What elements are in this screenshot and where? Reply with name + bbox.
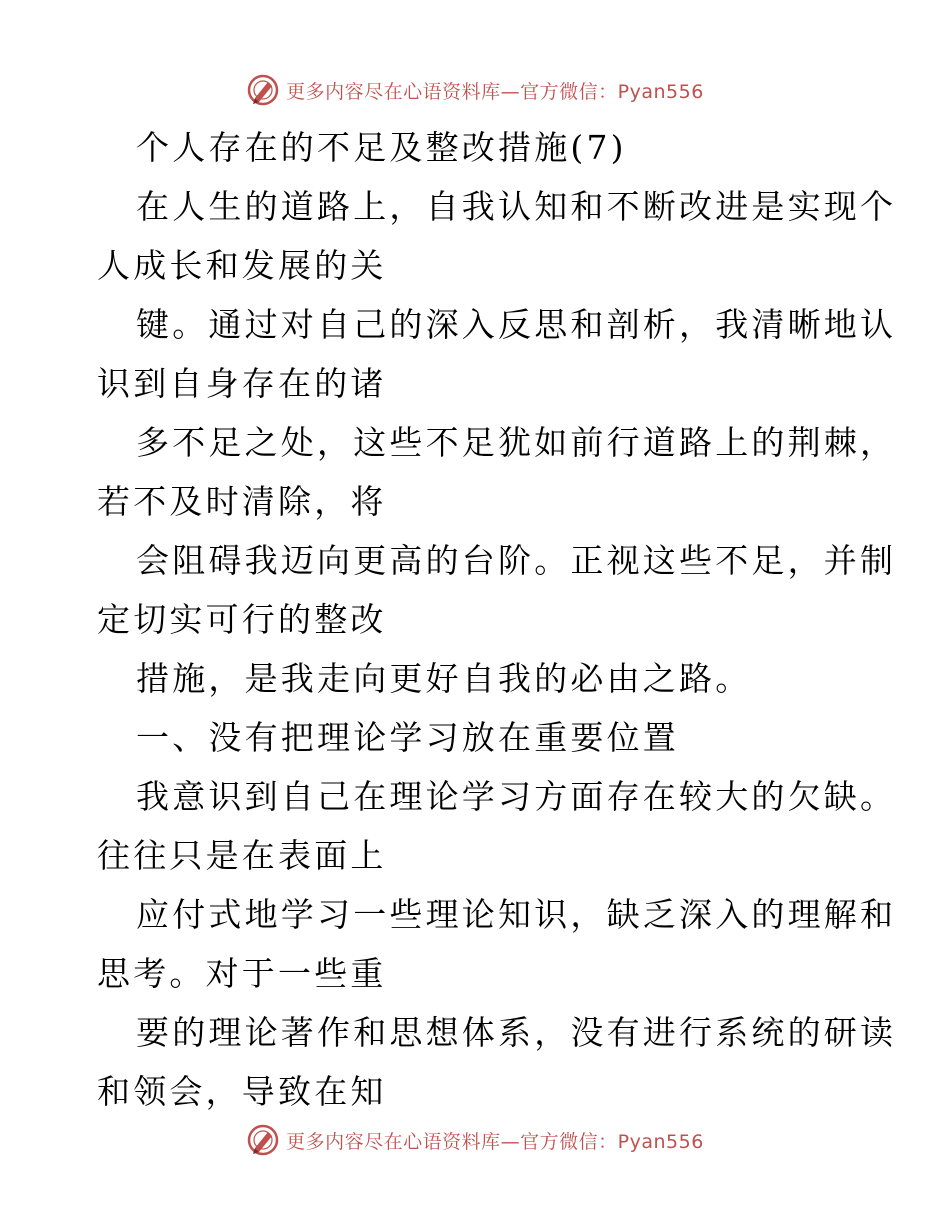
paragraph-line: 键。通过对自己的深入反思和剖析，我清晰地认 — [136, 305, 897, 344]
document-title: 个人存在的不足及整改措施(7) — [136, 128, 627, 167]
footer-watermark-text: 更多内容尽在心语资料库—官方微信：Pyan556 — [286, 1130, 704, 1153]
paragraph-line: 往往只是在表面上 — [97, 836, 387, 875]
header-watermark-banner — [0, 70, 950, 110]
paragraph-line: 思考。对于一些重 — [97, 954, 387, 993]
header-watermark-text: 更多内容尽在心语资料库—官方微信：Pyan556 — [286, 80, 704, 103]
paragraph-line: 措施，是我走向更好自我的必由之路。 — [136, 659, 752, 698]
pen-circle-logo-icon — [246, 1123, 280, 1157]
paragraph-line: 我意识到自己在理论学习方面存在较大的欠缺。 — [136, 777, 897, 816]
section-heading: 一、没有把理论学习放在重要位置 — [136, 718, 679, 757]
pen-circle-logo-icon — [246, 73, 280, 107]
paragraph-line: 定切实可行的整改 — [97, 600, 387, 639]
paragraph-line: 识到自身存在的诸 — [97, 364, 387, 403]
paragraph-line: 若不及时清除，将 — [97, 482, 387, 521]
footer-watermark-banner — [0, 1120, 950, 1160]
paragraph-line: 和领会，导致在知 — [97, 1072, 387, 1111]
paragraph-line: 会阻碍我迈向更高的台阶。正视这些不足，并制 — [136, 541, 897, 580]
paragraph-line: 要的理论著作和思想体系，没有进行系统的研读 — [136, 1013, 897, 1052]
paragraph-line: 应付式地学习一些理论知识，缺乏深入的理解和 — [136, 895, 897, 934]
paragraph-line: 多不足之处，这些不足犹如前行道路上的荆棘， — [136, 423, 897, 462]
document-body — [97, 118, 897, 1121]
paragraph-line: 在人生的道路上，自我认知和不断改进是实现个 — [136, 187, 897, 226]
paragraph-line: 人成长和发展的关 — [97, 246, 387, 285]
